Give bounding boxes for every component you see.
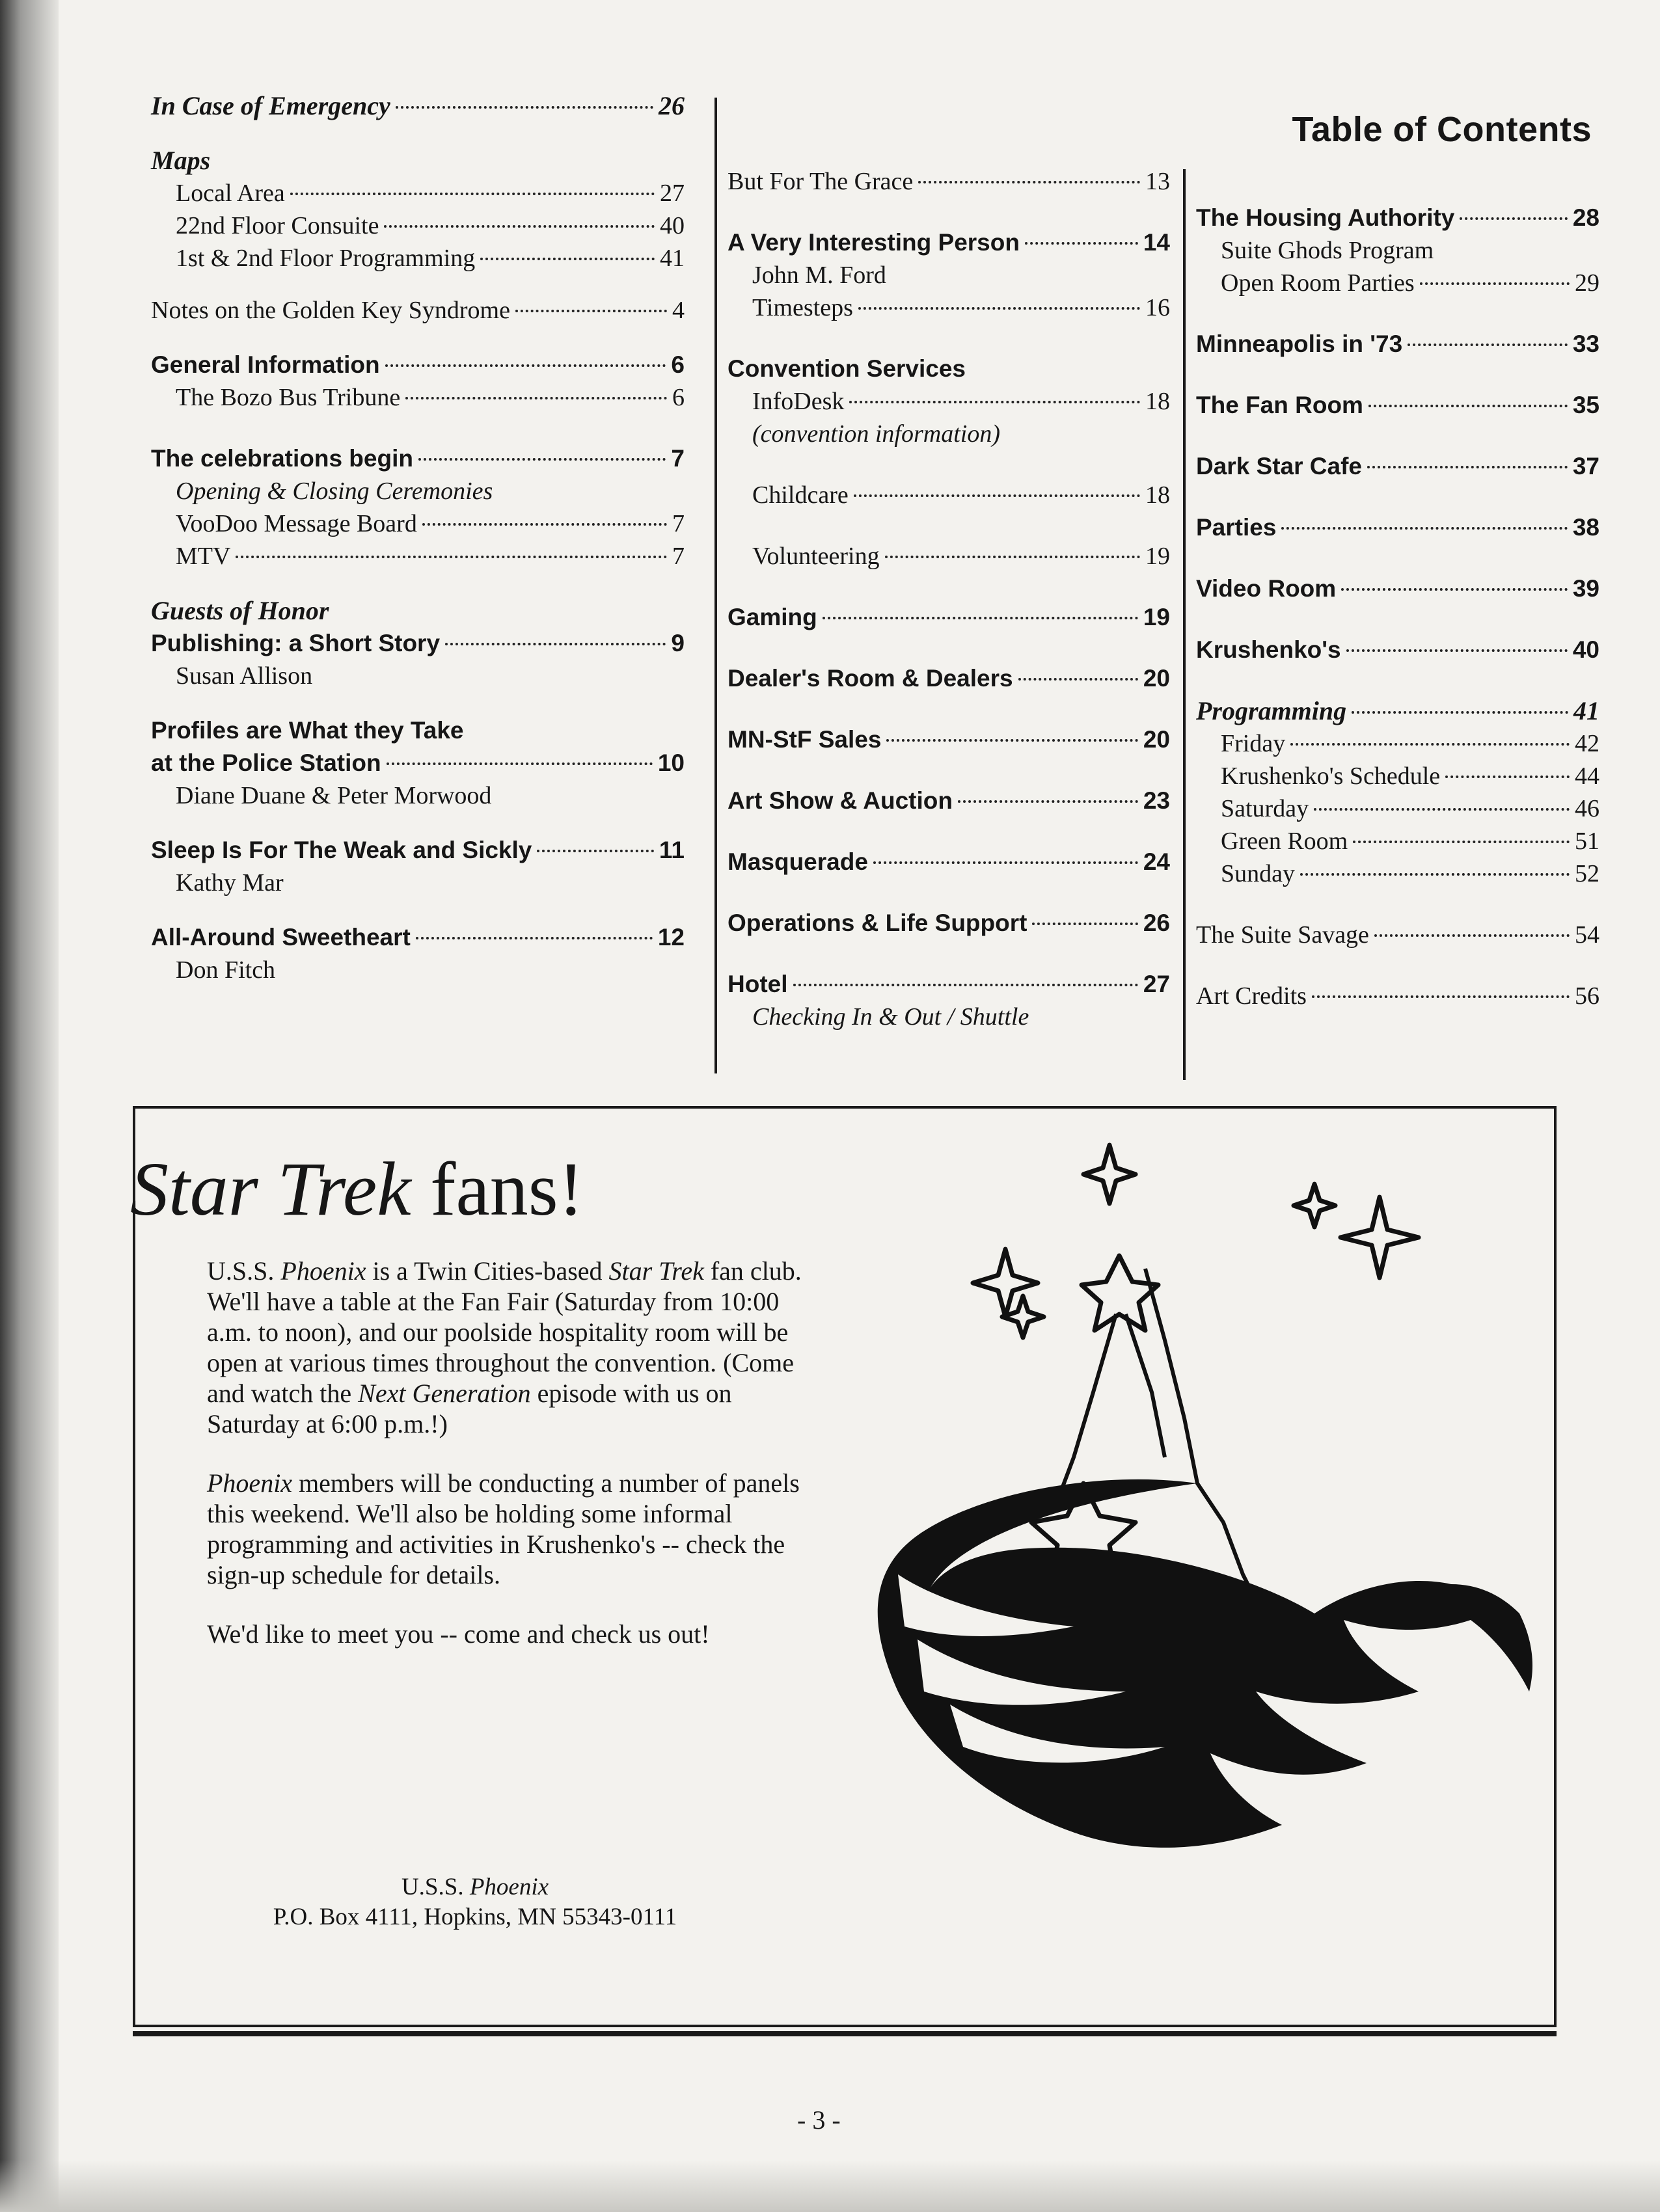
ad-paragraph: We'd like to meet you -- come and check us out! xyxy=(207,1619,710,1649)
toc-entry: Maps xyxy=(151,146,211,175)
toc-entry: Friday 42 xyxy=(1221,730,1599,757)
toc-entry: Diane Duane & Peter Morwood xyxy=(176,782,492,809)
toc-entry: Sunday 52 xyxy=(1221,860,1599,887)
toc-column-middle xyxy=(728,85,1170,1033)
toc-column-left xyxy=(151,85,685,986)
toc-entry: Hotel 27 xyxy=(728,971,1170,997)
page-bottom-shadow xyxy=(0,2160,1660,2212)
toc-entry: Timesteps 16 xyxy=(752,294,1170,321)
toc-entry: Art Credits 56 xyxy=(1196,982,1599,1010)
phoenix-starship-logo-icon xyxy=(859,1119,1542,1900)
toc-entry: Don Fitch xyxy=(176,956,276,984)
ad-box-bottom-rule xyxy=(133,2031,1557,2036)
toc-entry: The Housing Authority 28 xyxy=(1196,204,1599,231)
toc-entry: Krushenko's Schedule 44 xyxy=(1221,762,1599,790)
toc-entry: All-Around Sweetheart 12 xyxy=(151,924,685,951)
toc-entry: Operations & Life Support 26 xyxy=(728,910,1170,936)
toc-entry: Opening & Closing Ceremonies xyxy=(176,478,493,505)
club-address: U.S.S. Phoenix P.O. Box 4111, Hopkins, MN 55343-0111 xyxy=(273,1874,677,1930)
toc-entry: John M. Ford xyxy=(752,262,886,289)
toc-entry: Masquerade 24 xyxy=(728,848,1170,875)
toc-entry: Dealer's Room & Dealers 20 xyxy=(728,665,1170,692)
toc-entry: Art Show & Auction 23 xyxy=(728,787,1170,814)
toc-entry: Guests of Honor xyxy=(151,596,329,625)
toc-column-right xyxy=(1196,85,1599,1012)
toc-entry: Childcare 18 xyxy=(752,481,1170,509)
toc-entry: Local Area 27 xyxy=(176,180,685,207)
ad-paragraph: Phoenix members will be conducting a number of panels this weekend. We'll also be holding some informal programming and activities in Krushenko's -- check the sign-up schedule for details. xyxy=(207,1468,800,1589)
toc-entry: Krushenko's 40 xyxy=(1196,636,1599,663)
toc-entry: Sleep Is For The Weak and Sickly 11 xyxy=(151,837,685,863)
toc-entry: 1st & 2nd Floor Programming 41 xyxy=(176,245,685,272)
toc-entry: Notes on the Golden Key Syndrome 4 xyxy=(151,297,685,324)
toc-entry: Publishing: a Short Story 9 xyxy=(151,630,685,656)
column-divider xyxy=(714,98,717,1073)
toc-entry: Profiles are What they Take xyxy=(151,717,464,744)
toc-entry: Parties 38 xyxy=(1196,514,1599,541)
toc-entry: The Fan Room 35 xyxy=(1196,392,1599,418)
toc-entry: Volunteering 19 xyxy=(752,543,1170,570)
ad-paragraph: U.S.S. Phoenix is a Twin Cities-based Star Trek fan club. We'll have a table at the Fan Fair (Saturday from 10:00 a.m. to noon), and our poolside hospitality room will be open at various times throughout the convention. (Come and watch the Next Generation episode with us on Saturday at 6:00 p.m.!) xyxy=(207,1256,802,1438)
toc-entry: Minneapolis in '73 33 xyxy=(1196,330,1599,357)
toc-entry: Kathy Mar xyxy=(176,869,284,897)
page-number: - 3 - xyxy=(797,2105,841,2135)
toc-entry: Saturday 46 xyxy=(1221,795,1599,822)
toc-entry: 22nd Floor Consuite 40 xyxy=(176,212,685,239)
toc-entry: at the Police Station 10 xyxy=(151,749,685,776)
toc-entry: Open Room Parties 29 xyxy=(1221,269,1599,297)
toc-entry: (convention information) xyxy=(752,420,1000,448)
toc-entry: Programming 41 xyxy=(1196,696,1599,725)
toc-entry: In Case of Emergency 26 xyxy=(151,91,685,120)
toc-entry: Dark Star Cafe 37 xyxy=(1196,453,1599,479)
toc-entry: VooDoo Message Board 7 xyxy=(176,510,685,537)
toc-title: Table of Contents xyxy=(1292,110,1592,149)
toc-entry: MN-StF Sales 20 xyxy=(728,726,1170,753)
toc-entry: Susan Allison xyxy=(176,662,313,690)
toc-entry: MTV 7 xyxy=(176,543,685,570)
column-divider xyxy=(1183,169,1186,1080)
star-trek-heading: Star Trek fans! xyxy=(130,1146,584,1232)
toc-entry: General Information 6 xyxy=(151,351,685,378)
toc-entry: The Bozo Bus Tribune 6 xyxy=(176,384,685,411)
toc-entry: Suite Ghods Program xyxy=(1221,237,1434,264)
toc-entry: Convention Services xyxy=(728,355,966,382)
binding-shadow xyxy=(0,0,59,2212)
toc-entry: Video Room 39 xyxy=(1196,575,1599,602)
toc-entry: But For The Grace 13 xyxy=(728,168,1170,195)
toc-entry: Checking In & Out / Shuttle xyxy=(752,1003,1029,1031)
toc-entry: The celebrations begin 7 xyxy=(151,445,685,472)
toc-entry: InfoDesk 18 xyxy=(752,388,1170,415)
toc-entry: The Suite Savage 54 xyxy=(1196,921,1599,949)
toc-entry: Gaming 19 xyxy=(728,604,1170,630)
toc-entry: A Very Interesting Person 14 xyxy=(728,229,1170,256)
star-trek-body xyxy=(207,1256,806,1678)
toc-entry: Green Room 51 xyxy=(1221,828,1599,855)
